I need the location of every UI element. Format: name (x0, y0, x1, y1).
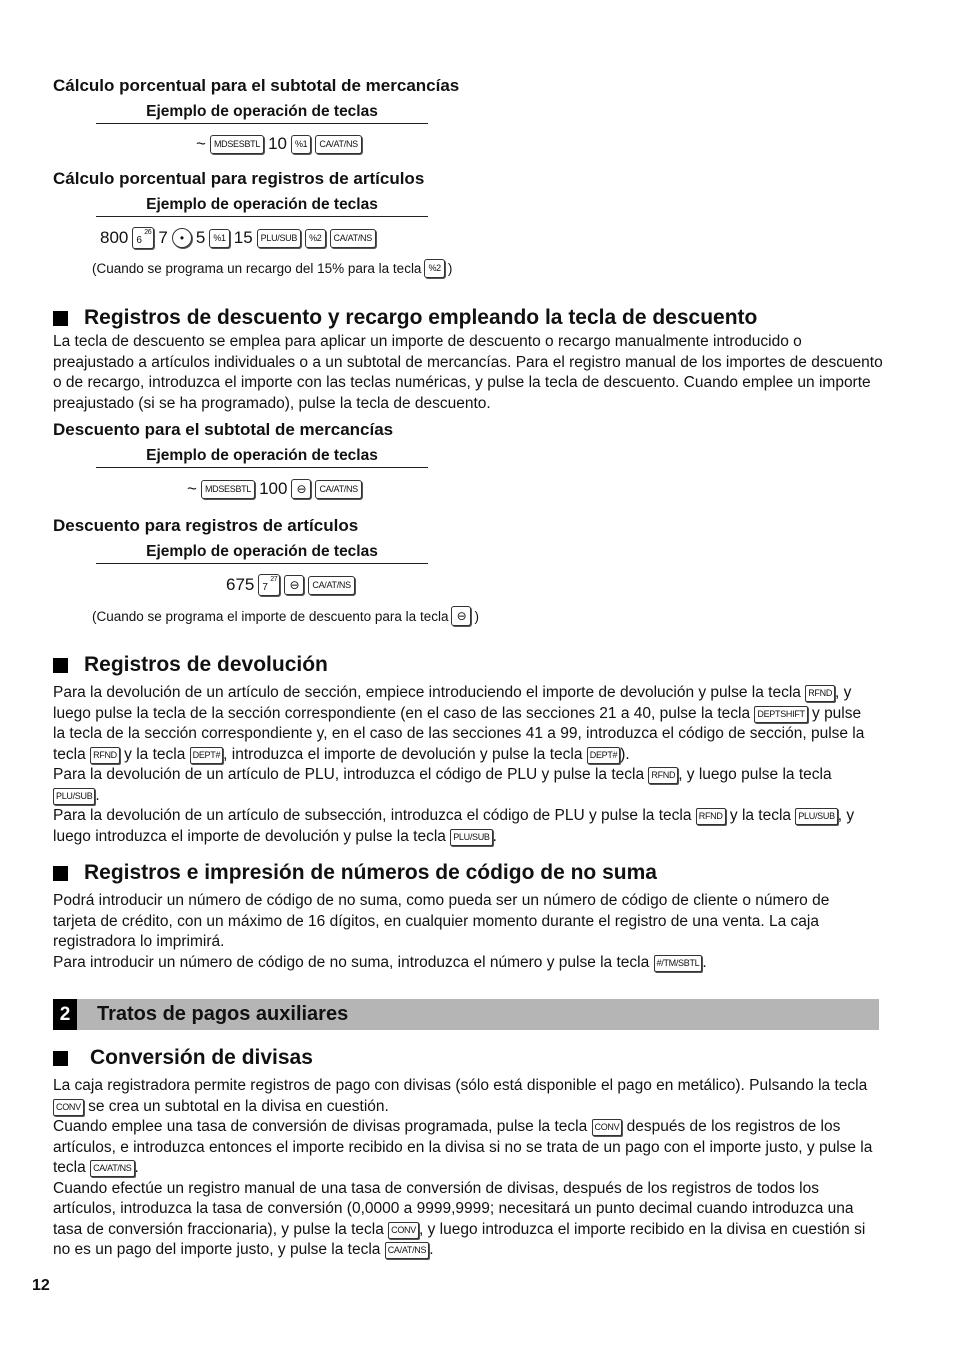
text-run: . (492, 827, 497, 845)
currency-text-2 (53, 1117, 885, 1179)
currency-text-3 (53, 1179, 885, 1261)
refund-text-1 (53, 683, 868, 765)
non-add-text-1: Podrá introducir un número de código de no suma, como pueda ser un número de código de cliente o número de tarjeta de crédito, con un máximo de 16 dígitos, en cualquier momento durante el registro de una venta. La caja registradora lo imprimirá. (53, 892, 830, 950)
note-discount (92, 606, 479, 626)
close-paren: ) (447, 261, 453, 276)
caatns-key: CA/AT/NS (315, 480, 361, 499)
text-run: y la tecla (119, 745, 190, 763)
square-bullet-icon (53, 1051, 68, 1066)
key-dept-number: 26 (144, 229, 152, 236)
decimal-point-key: • (172, 228, 192, 248)
note-text: (Cuando se programa un recargo del 15% para la tecla (92, 261, 422, 276)
example-label-4: Ejemplo de operación de teclas (96, 543, 428, 564)
text-run: , y luego pulse la tecla de la sección correspondiente (en el caso de las secciones 21 a 40, pulse la tecla (53, 684, 852, 722)
refund-text-2 (53, 765, 868, 806)
dept-key: DEPT# (587, 747, 621, 764)
text-run: Para la devolución de un artículo de subsección, introduzca el código de PLU y pulse la tecla (53, 807, 696, 824)
number-value: 5 (195, 228, 206, 247)
number-value: 10 (268, 134, 287, 153)
keyline-3 (187, 479, 362, 499)
subheading-subtotal-percent: Cálculo porcentual para el subtotal de mercancías (53, 76, 460, 95)
note-text: (Cuando se programa el importe de descuento para la tecla (92, 608, 449, 624)
paragraph-currency (53, 1076, 885, 1261)
example-label-1: Ejemplo de operación de teclas (96, 103, 428, 124)
paragraph-non-add (53, 891, 873, 973)
text-run: . (95, 786, 100, 804)
text-run: y pulse la tecla de la sección correspondiente y, en el caso de las secciones 41 a 99, introduzca el código de sección, pulse la tecla (53, 704, 865, 763)
dept-key: DEPT# (190, 747, 224, 764)
heading-text: Conversión de divisas (90, 1046, 313, 1069)
conv-key: CONV (592, 1119, 623, 1136)
text-run: , y luego introduzca el importe recibido en la divisa en cuestión si no es un pago del importe justo, y pulse la tecla (53, 1220, 866, 1258)
caatns-key: CA/AT/NS (90, 1160, 134, 1177)
paragraph-discount (53, 332, 883, 414)
refund-text-3 (53, 806, 868, 847)
tmsbtl-key: #/TM/SBTL (654, 955, 703, 972)
heading-text: Registros de descuento y recargo empleando la tecla de descuento (84, 306, 758, 329)
number-value: 100 (259, 479, 288, 498)
key-main-digit: 6 (136, 235, 142, 246)
caatns-key: CA/AT/NS (308, 576, 354, 595)
section-header-bar (53, 999, 879, 1030)
non-add-text-2 (53, 953, 873, 974)
number-value: 800 (100, 228, 129, 247)
text-run: , y luego pulse la tecla (678, 766, 832, 783)
example-label-3: Ejemplo de operación de teclas (96, 447, 428, 468)
plusub-key: PLU/SUB (450, 829, 492, 846)
numeric-7-key (258, 574, 280, 596)
heading-currency (53, 1046, 313, 1070)
percent1-key: %1 (209, 229, 229, 248)
close-paren: ) (474, 608, 479, 624)
heading-text: Registros e impresión de números de código de no suma (84, 861, 657, 884)
discount-text: La tecla de descuento se emplea para aplicar un importe de descuento o recargo manualmente introducido o preajustado a artículos individuales o a un subtotal de mercancías. Para el registro manual de los importes de descuento o de recargo, introduzca el importe con las teclas numéricas, y pulse la tecla de descuento. Cuando emplee un importe preajustado (si se ha programado), pulse la tecla de descuento. (53, 333, 883, 412)
number-value: 15 (233, 228, 253, 247)
section-number: 2 (53, 999, 77, 1030)
text-run: Cuando efectúe un registro manual de una tasa de conversión de divisas, después de los registros de todos los artículos, introduzca la tasa de conversión (0,0000 a 9999,9999; necesitará un punto decimal cuando introduzca una tasa de conversión fraccionaria), y pulse la tecla (53, 1179, 854, 1238)
heading-text: Registros de devolución (84, 653, 328, 676)
keyline-2 (100, 227, 376, 249)
rfnd-key: RFND (648, 767, 678, 784)
paragraph-refund (53, 683, 868, 847)
numeric-6-key (132, 227, 154, 249)
square-bullet-icon (53, 311, 68, 326)
percent2-key: %2 (305, 229, 325, 248)
text-run: Para la devolución de un artículo de PLU, introduzca el código de PLU y pulse la tecla (53, 766, 649, 783)
square-bullet-icon (53, 658, 68, 673)
note-surcharge (92, 259, 452, 278)
number-value: 7 (158, 228, 168, 247)
keyline-1 (196, 134, 362, 154)
caatns-key: CA/AT/NS (385, 1242, 429, 1259)
page-number: 12 (32, 1277, 50, 1294)
text-run: se crea un subtotal en la divisa en cuestión. (83, 1097, 389, 1115)
deptshift-key: DEPTSHIFT (754, 706, 807, 723)
tilde-symbol: ~ (196, 134, 206, 153)
percent1-key: %1 (291, 135, 311, 154)
conv-key: CONV (53, 1099, 84, 1116)
text-run: . (134, 1159, 139, 1176)
text-run: Para la devolución de un artículo de sección, empiece introduciendo el importe de devolución y pulse la tecla (53, 684, 806, 701)
key-dept-number: 27 (270, 576, 278, 583)
discount-key: ⊖ (284, 575, 304, 595)
heading-discount (53, 306, 757, 330)
subheading-items-percent: Cálculo porcentual para registros de artículos (53, 169, 425, 188)
text-run: Para introducir un número de código de no suma, introduzca el número y pulse la tecla (53, 953, 654, 971)
text-run: . (429, 1241, 434, 1258)
currency-text-1 (53, 1076, 885, 1117)
text-run: La caja registradora permite registros de pago con divisas (sólo está disponible el pago en metálico). Pulsando la tecla (53, 1077, 868, 1094)
rfnd-key: RFND (805, 685, 835, 702)
rfnd-key: RFND (90, 747, 120, 764)
plusub-key: PLU/SUB (257, 229, 301, 248)
plusub-key: PLU/SUB (53, 788, 95, 805)
text-run: , introduzca el importe de devolución y pulse la tecla (223, 745, 587, 763)
text-run: , y luego introduzca el importe de devolución y pulse la tecla (53, 807, 855, 845)
text-run: después de los registros de los artículos, e introduzca entonces el importe recibido en la divisa si no se trata de un pago con el importe justo, y pulse la tecla (53, 1118, 873, 1176)
plusub-key: PLU/SUB (795, 808, 837, 825)
subheading-items-discount: Descuento para registros de artículos (53, 516, 359, 535)
discount-key: ⊖ (451, 606, 471, 626)
conv-key: CONV (388, 1222, 419, 1239)
discount-key: ⊖ (291, 479, 311, 499)
keyline-4 (226, 574, 355, 596)
mdsesbtl-key: MDSESBTL (201, 480, 255, 499)
percent2-key: %2 (424, 259, 444, 278)
text-run: ). (620, 745, 630, 763)
text-run: . (702, 953, 707, 971)
example-label-2: Ejemplo de operación de teclas (96, 196, 428, 217)
rfnd-key: RFND (696, 808, 726, 825)
section-title: Tratos de pagos auxiliares (97, 1003, 349, 1025)
key-main-digit: 7 (262, 582, 268, 593)
number-value: 675 (226, 575, 255, 594)
caatns-key: CA/AT/NS (330, 229, 376, 248)
text-run: y la tecla (725, 807, 796, 824)
heading-refund (53, 653, 328, 677)
mdsesbtl-key: MDSESBTL (210, 135, 264, 154)
heading-non-add (53, 861, 657, 885)
caatns-key: CA/AT/NS (315, 135, 361, 154)
subheading-subtotal-discount: Descuento para el subtotal de mercancías (53, 420, 394, 439)
text-run: Cuando emplee una tasa de conversión de divisas programada, pulse la tecla (53, 1118, 592, 1135)
square-bullet-icon (53, 866, 68, 881)
tilde-symbol: ~ (187, 479, 197, 498)
